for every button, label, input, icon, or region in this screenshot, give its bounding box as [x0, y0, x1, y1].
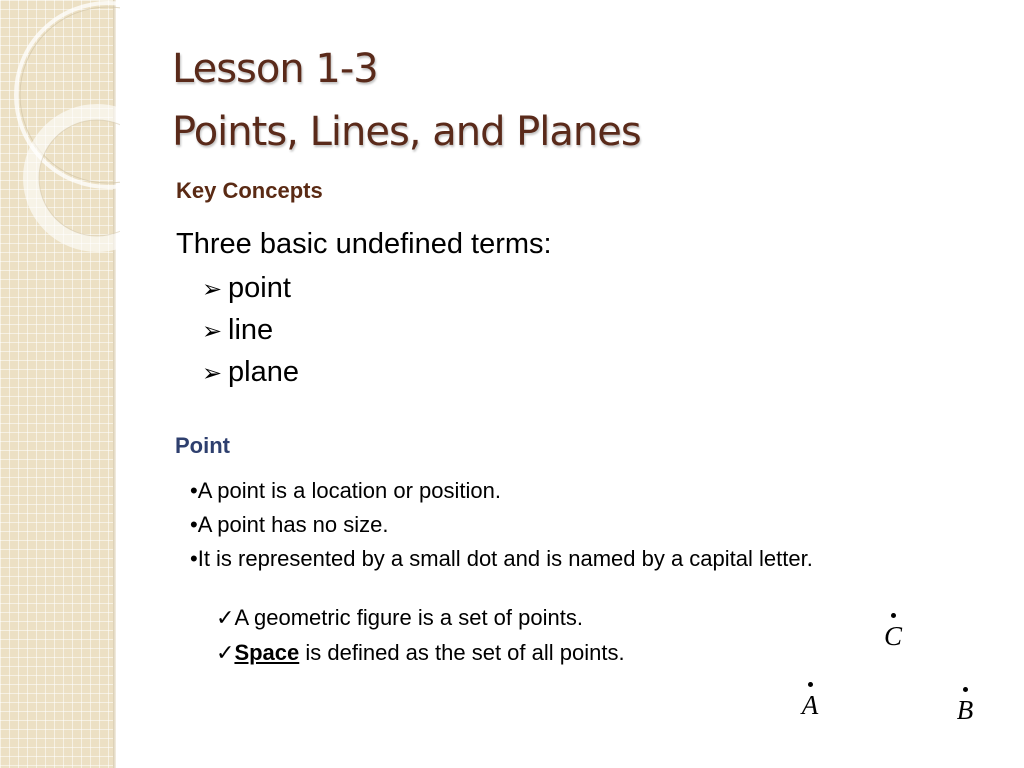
space-term: Space — [234, 640, 300, 665]
point-a-label: A — [801, 690, 819, 720]
list-item — [202, 268, 299, 310]
arrow-bullet-icon: ➢ — [202, 318, 223, 345]
term-point: point — [228, 272, 291, 304]
point-c — [873, 613, 913, 651]
list-item — [202, 352, 299, 394]
key-concepts-heading: Key Concepts — [176, 178, 323, 203]
list-item — [216, 635, 625, 670]
dot-icon — [891, 613, 896, 618]
title-line-2: Points, Lines, and Planes — [172, 109, 641, 155]
dot-icon — [963, 687, 968, 692]
undefined-terms-list — [202, 268, 299, 394]
arrow-bullet-icon: ➢ — [202, 276, 223, 303]
list-item — [202, 310, 299, 352]
term-line: line — [228, 314, 274, 346]
list-item: •It is represented by a small dot and is named by a capital letter. — [190, 546, 813, 571]
list-item — [216, 600, 625, 635]
geometric-figure-text: A geometric figure is a set of points. — [234, 605, 583, 630]
point-heading: Point — [175, 433, 230, 458]
dot-icon — [808, 682, 813, 687]
intro-text: Three basic undefined terms: — [176, 228, 552, 260]
slide-title — [172, 38, 641, 164]
point-b-label: B — [956, 695, 974, 725]
title-line-1: Lesson 1-3 — [172, 46, 378, 92]
arrow-bullet-icon: ➢ — [202, 360, 223, 387]
list-item: •A point is a location or position. — [190, 478, 501, 503]
space-definition-text: is defined as the set of all points. — [299, 640, 625, 665]
decorative-rings — [0, 0, 120, 260]
point-c-label: C — [883, 621, 902, 651]
check-list — [216, 600, 625, 670]
point-a — [790, 682, 830, 720]
point-facts-list — [190, 474, 813, 576]
check-icon: ✓ — [216, 640, 235, 665]
list-item: •A point has no size. — [190, 512, 389, 537]
check-icon: ✓ — [216, 605, 235, 630]
term-plane: plane — [228, 356, 299, 388]
point-b — [945, 687, 985, 725]
